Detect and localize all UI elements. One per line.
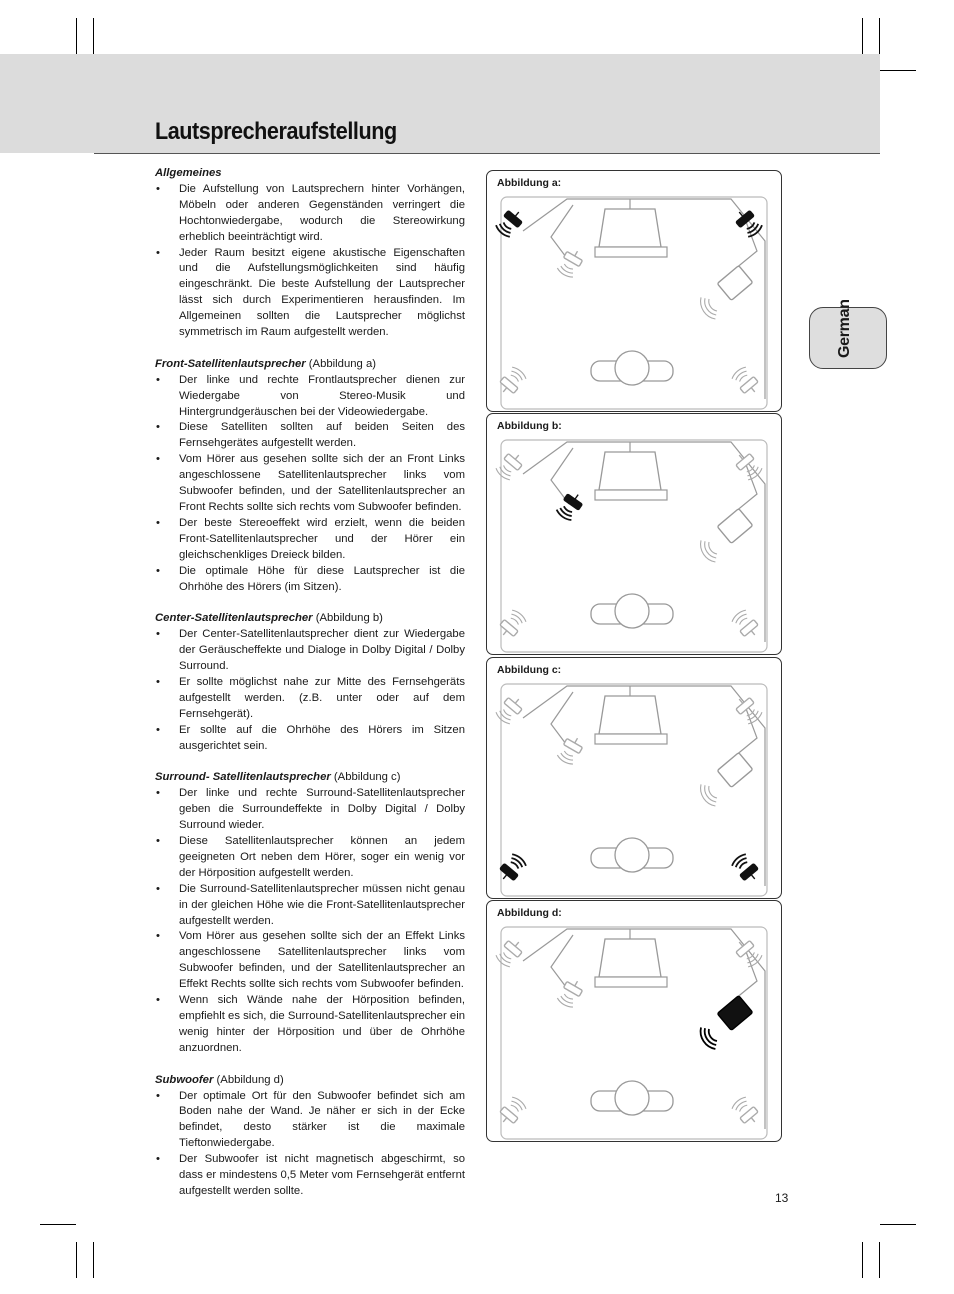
crop-mark <box>862 1242 863 1278</box>
bullet-item <box>155 420 465 452</box>
center-speaker <box>555 489 585 522</box>
subwoofer-box <box>717 266 753 301</box>
crop-mark <box>40 1224 76 1225</box>
bullet-text: Der Subwoofer ist nicht magnetisch abgeschirmt, so dass er mindestens 0,5 Meter vom Fernsehgerät entfernt aufgestellt werden sollte. <box>179 1153 465 1197</box>
bullet-text: Der beste Stereoeffekt wird erzielt, wenn die beiden Front-Satellitenlautsprecher und der Hörer ein gleichschenkliges Dreieck bilden. <box>179 516 465 561</box>
bullet-text: Der linke und rechte Surround-Satellitenlautsprecher geben die Surroundeffekte in Dolby Digital / Dolby Surround wieder. <box>179 787 465 832</box>
center-speaker <box>556 247 585 279</box>
tv-stand <box>595 977 667 987</box>
bullet-item <box>155 929 465 993</box>
section-heading <box>155 1073 465 1089</box>
bullet-list <box>155 373 465 596</box>
surround-right-speaker <box>730 1095 761 1127</box>
subwoofer-wave <box>701 540 716 562</box>
surround-right-speaker <box>730 852 761 884</box>
listener-head <box>615 351 649 385</box>
figure-subwoofer <box>486 900 782 1142</box>
section-heading-text: Allgemeines <box>155 167 222 179</box>
bullet-dot: • <box>156 930 160 943</box>
section-figure-reference: (Abbildung d) <box>216 1073 284 1086</box>
bullet-item <box>155 675 465 723</box>
bullet-text: Die Aufstellung von Lautsprechern hinter Vorhängen, Möbeln oder anderen Gegenständen verringert die Hochtonwiedergabe, wodurch die Stereowirkung erheblich beeinträchtigt wird. <box>179 182 465 243</box>
bullet-text: Jeder Raum besitzt eigene akustische Eigenschaften und die Aufstellungsmöglichkeiten sind häufig eingeschränkt. Die beste Aufstellung der Lautsprecher lässt sich durch Experimentieren herausfinden. Im Allgemeinen sollten die Lautsprecher möglichst symmetrisch im Raum aufgestellt werden. <box>179 246 465 339</box>
bullet-text: Der Center-Satellitenlautsprecher dient zur Wiedergabe der Geräuscheffekte und Dialoge in Dolby Digital / Dolby Surround. <box>179 628 465 673</box>
tv-shape <box>599 939 661 977</box>
bullet-item <box>155 452 465 516</box>
bullet-text: Wenn sich Wände nahe der Hörposition befinden, empfiehlt es sich, die Surround-Satellitenlautsprecher ein wenig hinter der Hörposition und über de Ohrhöhe anzuordnen. <box>179 994 465 1054</box>
crop-mark <box>879 18 880 54</box>
section-heading <box>155 166 465 182</box>
bullet-text: Die optimale Höhe für diese Lautsprecher ist die Ohrhöhe des Hörers (im Sitzen). <box>179 564 465 593</box>
surround-right-speaker <box>730 365 761 397</box>
crop-mark <box>76 18 77 54</box>
figure-label: Abbildung c: <box>497 664 562 676</box>
bullet-dot: • <box>156 1153 160 1166</box>
crop-mark <box>880 70 916 71</box>
surround-right-speaker <box>730 608 761 640</box>
bullet-item <box>155 182 465 246</box>
bullet-dot: • <box>156 1089 160 1102</box>
section-heading-text: Subwoofer <box>155 1073 214 1086</box>
tv-shape <box>599 696 661 734</box>
section <box>155 166 465 341</box>
tv-stand <box>595 490 667 500</box>
bullet-dot: • <box>156 421 160 434</box>
bullet-item <box>155 882 465 930</box>
bullet-text: Er sollte auf die Ohrhöhe des Hörers im Sitzen ausgerichtet sein. <box>179 723 465 752</box>
text-column <box>155 166 465 1200</box>
bullet-dot: • <box>156 246 160 259</box>
bullet-list <box>155 182 465 341</box>
listener-head <box>615 1081 649 1115</box>
subwoofer-wave <box>701 784 716 806</box>
tv-stand <box>595 734 667 744</box>
tv-shape <box>599 452 661 490</box>
figure-front <box>486 170 782 412</box>
header-rule <box>94 153 880 154</box>
front-left-speaker <box>494 693 525 725</box>
center-speaker <box>556 977 585 1009</box>
room-diagram <box>487 414 783 656</box>
section <box>155 1073 465 1200</box>
crop-mark <box>879 1242 880 1278</box>
bullet-dot: • <box>156 787 160 800</box>
bullet-dot: • <box>156 453 160 466</box>
subwoofer-wave <box>709 786 717 798</box>
front-left-speaker <box>494 206 525 238</box>
room-diagram <box>487 901 783 1143</box>
figure-center <box>486 413 782 655</box>
bullet-text: Die Surround-Satellitenlautsprecher müssen nicht genau in der gleichen Höhe wie die Front-Satellitenlautsprecher aufgestellt werden. <box>179 882 465 927</box>
crop-mark <box>862 18 863 54</box>
bullet-dot: • <box>156 723 160 736</box>
listener-head <box>615 594 649 628</box>
section-heading <box>155 357 465 373</box>
section-heading-text: Center-Satellitenlautsprecher <box>155 612 313 625</box>
language-tab <box>809 299 887 369</box>
bullet-dot: • <box>156 675 160 688</box>
subwoofer-wave <box>701 297 716 319</box>
bullet-item <box>155 246 465 341</box>
front-left-speaker <box>494 936 525 968</box>
bullet-item <box>155 723 465 755</box>
figure-surround <box>486 657 782 899</box>
room-diagram <box>487 171 783 413</box>
bullet-item <box>155 834 465 882</box>
subwoofer-box <box>717 996 753 1031</box>
bullet-item <box>155 627 465 675</box>
bullet-dot: • <box>156 182 160 195</box>
section <box>155 357 465 596</box>
section-heading <box>155 770 465 786</box>
bullet-dot: • <box>156 628 160 641</box>
section <box>155 611 465 754</box>
bullet-dot: • <box>156 994 160 1007</box>
tv-shape <box>599 209 661 247</box>
bullet-text: Vom Hörer aus gesehen sollte sich der an Effekt Links angeschlossene Satellitenlautsprecher links vom Subwoofer befinden, und der Satellitenlautsprecher an Effekt Rechts sollte sich rechts vom Subwoofer befinden. <box>179 930 465 991</box>
center-speaker <box>556 734 585 766</box>
bullet-text: Diese Satellitenlautsprecher können an jedem geeigneten Ort neben dem Hörer, soger ein wenig vor der Hörposition aufgestellt werden. <box>179 835 465 879</box>
bullet-item <box>155 564 465 596</box>
bullet-list <box>155 786 465 1056</box>
bullet-dot: • <box>156 373 160 386</box>
crop-mark <box>93 1242 94 1278</box>
section-heading-text: Front-Satellitenlautsprecher <box>155 357 306 370</box>
bullet-dot: • <box>156 835 160 848</box>
figure-label: Abbildung d: <box>497 907 562 919</box>
header-band <box>0 54 880 153</box>
bullet-text: Der linke und rechte Frontlautsprecher dienen zur Wiedergabe von Stereo-Musik und Hintergrundgeräuschen bei der Videowiedergabe. <box>179 373 465 418</box>
subwoofer-box <box>717 509 753 544</box>
section-figure-reference: (Abbildung b) <box>315 612 383 625</box>
bullet-item <box>155 993 465 1057</box>
bullet-text: Vom Hörer aus gesehen sollte sich der an Front Links angeschlossene Satellitenlautsprecher links vom Subwoofer befinden, und der Satellitenlautsprecher an Front Rechts sollte sich rechts vom Subwoofer befinden. <box>179 453 465 514</box>
bullet-item <box>155 516 465 564</box>
room-diagram <box>487 658 783 900</box>
listener-head <box>615 838 649 872</box>
front-left-speaker <box>494 449 525 481</box>
section-figure-reference: (Abbildung a) <box>308 357 376 370</box>
bullet-item <box>155 373 465 421</box>
bullet-dot: • <box>156 564 160 577</box>
section-heading-text: Surround- Satellitenlautsprecher <box>155 771 331 784</box>
bullet-text: Diese Satelliten sollten auf beiden Seiten des Fernsehgerätes aufgestellt werden. <box>179 421 465 450</box>
section-figure-reference: (Abbildung c) <box>333 771 401 784</box>
page-title: Lautsprecheraufstellung <box>155 118 397 145</box>
bullet-list <box>155 1089 465 1200</box>
subwoofer-wave <box>709 542 717 554</box>
bullet-item <box>155 1089 465 1153</box>
bullet-item <box>155 1152 465 1200</box>
bullet-item <box>155 786 465 834</box>
crop-mark <box>93 18 94 54</box>
bullet-list <box>155 627 465 754</box>
tv-stand <box>595 247 667 257</box>
bullet-text: Der optimale Ort für den Subwoofer befindet sich am Boden nahe der Wand. Je näher er sich in der Ecke befindet, desto stärker ist die maximale Tieftonwiedergabe. <box>179 1089 465 1150</box>
page-number: 13 <box>775 1191 789 1205</box>
bullet-text: Er sollte möglichst nahe zur Mitte des Fernsehgeräts aufgestellt werden. (z.B. unter oder auf dem Fernsehgerät). <box>179 675 465 720</box>
crop-mark <box>76 1242 77 1278</box>
bullet-dot: • <box>156 882 160 895</box>
crop-mark <box>880 1224 916 1225</box>
bullet-dot: • <box>156 516 160 529</box>
figure-label: Abbildung b: <box>497 420 562 432</box>
language-tab-label: German <box>836 299 853 358</box>
subwoofer-wave <box>709 299 717 311</box>
subwoofer-wave <box>709 1029 717 1041</box>
subwoofer-box <box>717 753 753 788</box>
section <box>155 770 465 1056</box>
section-heading <box>155 611 465 627</box>
figure-label: Abbildung a: <box>497 177 562 189</box>
